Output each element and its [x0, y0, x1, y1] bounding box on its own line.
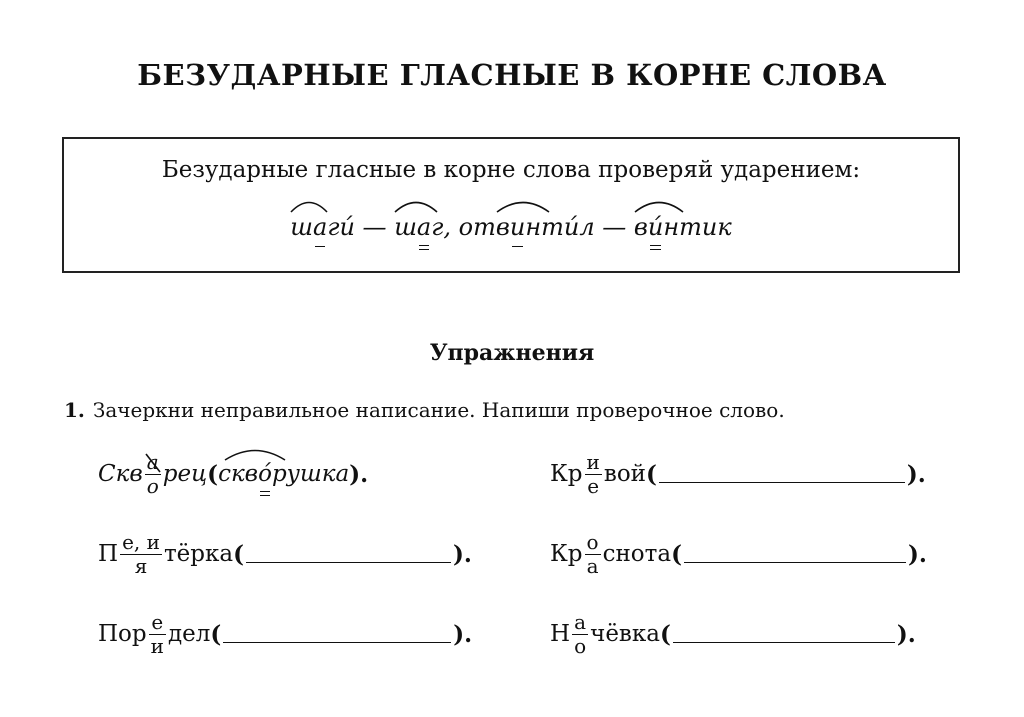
- root-arc-icon: [394, 199, 438, 213]
- exercise-4-post: снота: [602, 541, 672, 567]
- exercise-1-open: (: [207, 460, 219, 488]
- exercise-6-choice: [572, 611, 588, 658]
- ex4-root-post: нт: [663, 213, 702, 241]
- exercise-6-post: чёвка: [590, 621, 660, 647]
- exercise-2-answer-line[interactable]: [659, 466, 905, 483]
- exercise-1-pre: Скв: [98, 461, 143, 487]
- exercise-3-choice: [120, 531, 162, 578]
- ex3-root-post: нт: [525, 213, 564, 241]
- ex3-root-pre: в: [495, 213, 510, 241]
- ex3-ending: и́л: [563, 213, 595, 241]
- exercise-1-check-pre: скв: [218, 461, 259, 487]
- exercise-5-close: ).: [453, 620, 473, 648]
- rule-text: Безударные гласные в корне слова проверяй ударением:: [161, 157, 861, 183]
- exercise-3-answer-line[interactable]: [246, 546, 451, 563]
- task-number: 1.: [64, 398, 85, 422]
- ex2-ending: ,: [443, 213, 452, 241]
- example-word-3: [496, 213, 564, 241]
- exercise-2-bottom: е: [587, 473, 600, 498]
- example-word-4: [634, 213, 702, 241]
- exercise-5-post: дел: [167, 621, 211, 647]
- dash-1: —: [354, 213, 395, 241]
- ex3-vowel: и: [509, 213, 526, 241]
- ex2-root-post: г: [431, 213, 444, 241]
- ex1-vowel: а: [313, 213, 328, 241]
- exercise-3-close: ).: [453, 540, 472, 568]
- ex2-root-pre: ш: [394, 213, 417, 241]
- exercise-1-close: ).: [349, 460, 369, 488]
- root-arc-icon: [634, 199, 684, 213]
- exercise-4-close: ).: [907, 540, 927, 568]
- section-title: Упражнения: [429, 340, 595, 366]
- exercise-row-2: [550, 444, 926, 504]
- exercise-3-post: тёрка: [163, 541, 234, 567]
- exercise-2-close: ).: [906, 460, 926, 488]
- exercise-6-bottom: о: [574, 633, 587, 658]
- exercise-1-check-post: рушка: [271, 461, 350, 487]
- exercise-2-choice: [585, 451, 602, 498]
- exercise-row-6: [550, 604, 916, 664]
- exercise-5-answer-line[interactable]: [223, 626, 451, 643]
- exercise-6-close: ).: [896, 620, 916, 648]
- exercise-1-choice: [145, 451, 161, 498]
- exercise-5-choice: [149, 611, 166, 658]
- exercise-6-top: а: [574, 609, 587, 634]
- exercise-5-top: е: [151, 609, 164, 634]
- task-text: Зачеркни неправильное написание. Напиши проверочное слово.: [92, 398, 785, 422]
- exercise-1-check-word: [218, 461, 349, 487]
- ex3-prefix: от: [458, 213, 496, 241]
- ex4-root-pre: в: [633, 213, 648, 241]
- exercise-4-choice: [585, 531, 601, 578]
- ex1-root-pre: ш: [290, 213, 313, 241]
- exercise-3-open: (: [233, 540, 244, 568]
- task-instruction: [64, 398, 785, 422]
- exercise-2-top: и: [586, 449, 600, 474]
- exercise-row-3: [98, 524, 472, 584]
- exercise-6-open: (: [659, 620, 671, 648]
- exercise-2-open: (: [646, 460, 657, 488]
- root-arc-icon: [290, 199, 328, 213]
- dash-2: —: [594, 213, 634, 241]
- exercise-row-4: [550, 524, 927, 584]
- exercise-4-open: (: [671, 540, 682, 568]
- exercise-6-pre: Н: [550, 621, 571, 647]
- ex1-ending: и́: [339, 213, 355, 241]
- ex1-root-post: г: [327, 213, 340, 241]
- example-word-2: [394, 213, 443, 241]
- root-arc-icon: [224, 447, 286, 461]
- exercise-1-check-vowel: о́: [258, 461, 272, 487]
- exercise-5-bottom: и: [150, 633, 164, 658]
- exercise-2-pre: Кр: [550, 461, 583, 487]
- exercise-3-pre: П: [98, 541, 119, 567]
- exercise-6-answer-line[interactable]: [673, 626, 895, 643]
- ex4-vowel: и́: [647, 213, 664, 241]
- exercise-3-bottom: я: [134, 553, 148, 578]
- exercise-5-open: (: [210, 620, 222, 648]
- exercise-row-5: [98, 604, 472, 664]
- root-arc-icon: [496, 199, 550, 213]
- exercise-4-pre: Кр: [550, 541, 583, 567]
- exercise-1-top: а: [146, 449, 159, 474]
- exercise-2-post: вой: [603, 461, 647, 487]
- exercise-1-post: рец: [162, 461, 208, 487]
- exercise-3-top: е, и: [122, 529, 160, 554]
- exercise-4-answer-line[interactable]: [684, 546, 906, 563]
- exercise-5-pre: Пор: [98, 621, 147, 647]
- exercise-4-top: о: [586, 529, 599, 554]
- page-title: БЕЗУДАРНЫЕ ГЛАСНЫЕ В КОРНЕ СЛОВА: [137, 58, 887, 92]
- rule-box: [62, 137, 960, 273]
- ex2-vowel: а: [416, 213, 432, 241]
- rule-examples: [64, 213, 958, 241]
- exercise-row-1: [98, 444, 368, 504]
- ex4-ending: ик: [701, 213, 732, 241]
- exercise-1-bottom: о: [146, 473, 159, 498]
- exercise-4-bottom: а: [586, 553, 599, 578]
- example-word-1: [290, 213, 339, 241]
